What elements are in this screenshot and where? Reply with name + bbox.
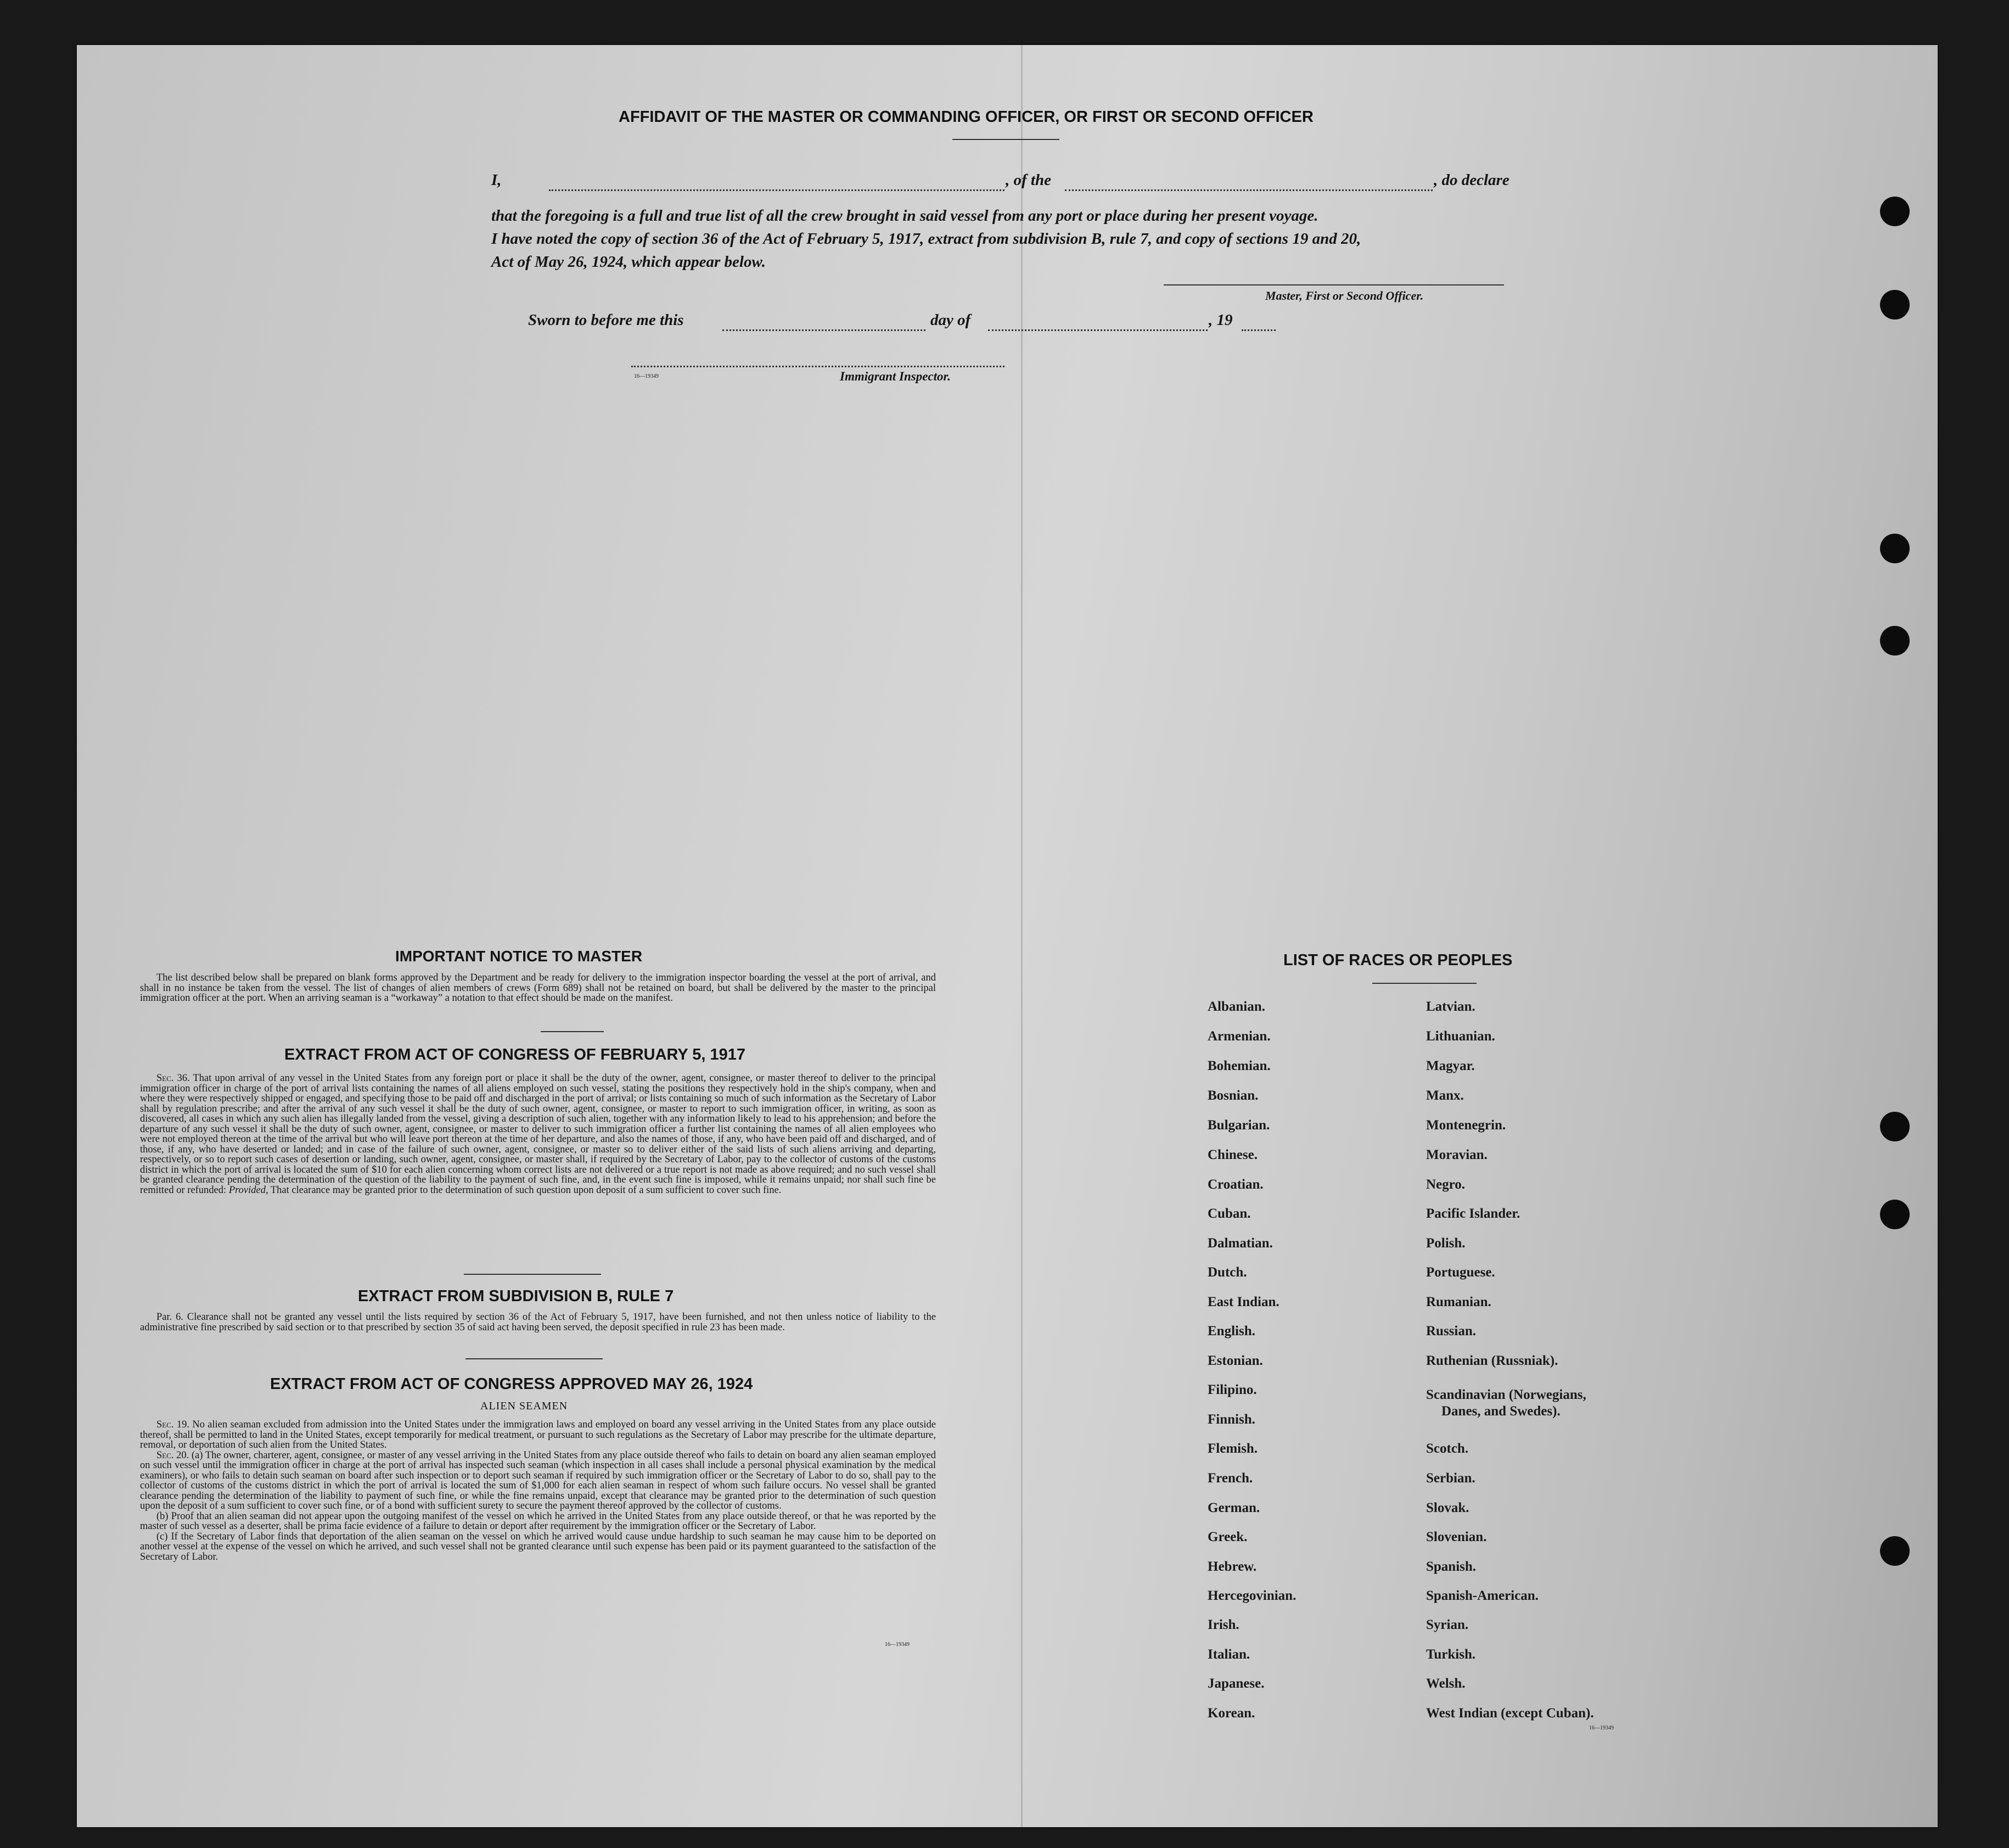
master-signature-label: Master, First or Second Officer.: [1265, 289, 1424, 303]
race-right: West Indian (except Cuban).: [1426, 1706, 1594, 1721]
alien-seamen-subtitle: ALIEN SEAMEN: [480, 1400, 568, 1412]
race-right: Scandinavian (Norwegians,: [1426, 1387, 1586, 1402]
race-right: Latvian.: [1426, 999, 1475, 1014]
section-20a-paragraph: [140, 1451, 936, 1511]
section-label: Sec. 20.: [156, 1449, 189, 1461]
race-left: Albanian.: [1208, 999, 1265, 1014]
race-right: Manx.: [1426, 1088, 1464, 1103]
notice-text: [140, 973, 936, 1004]
race-left: Croatian.: [1208, 1177, 1264, 1192]
declaration-line: Act of May 26, 1924, which appear below.: [491, 253, 766, 271]
race-left: Bosnian.: [1208, 1088, 1259, 1103]
race-left: Chinese.: [1208, 1147, 1258, 1162]
race-right: Ruthenian (Russniak).: [1426, 1353, 1558, 1368]
race-left: Cuban.: [1208, 1206, 1251, 1221]
race-right: Portuguese.: [1426, 1265, 1495, 1280]
race-left: Flemish.: [1208, 1441, 1258, 1456]
race-right: Spanish-American.: [1426, 1588, 1539, 1603]
race-left: Bulgarian.: [1208, 1118, 1270, 1133]
declaration-do-declare: , do declare: [1434, 171, 1509, 189]
race-left: Dutch.: [1208, 1265, 1247, 1280]
section-20c-paragraph: (c) If the Secretary of Labor finds that deportation of the alien seaman on the vessel on which he arrived would cause undue hardship to such seaman he may cause him to be deported on another vessel at the expense of the vessel on which he arrived, and such vessel shall not be granted clearance until such expense has been paid or its payment guaranteed to the satisfaction of the Secretary of Labor.: [140, 1531, 936, 1563]
inspector-signature-line: [631, 366, 1004, 367]
race-left: Korean.: [1208, 1706, 1255, 1721]
year-blank: [1242, 329, 1276, 331]
master-signature-line: [1164, 284, 1504, 285]
race-right: Syrian.: [1426, 1617, 1469, 1632]
notice-paragraph: The list described below shall be prepared on blank forms approved by the Department and be ready for delivery to the immigration inspector boarding the vessel at the port of arrival, and shall in no instance be taken from the vessel. The list of changes of alien members of crews (Form 689) shall not be retained on board, but shall be delivered by the master to the principal immigration officer at the port. When an arriving seaman is a “workaway” a notation to that effect should be made on the manifest.: [140, 972, 936, 1004]
divider: [541, 1031, 604, 1032]
declaration-i: I,: [491, 171, 502, 189]
binder-hole: [1880, 197, 1910, 226]
binder-hole: [1880, 1112, 1910, 1141]
declaration-line: I have noted the copy of section 36 of the Act of February 5, 1917, extract from subdivision B, rule 7, and copy of sections 19 and 20,: [491, 230, 1361, 248]
section-19-paragraph: [140, 1420, 936, 1451]
race-left: Hercegovinian.: [1208, 1588, 1297, 1603]
vessel-blank: [1065, 189, 1433, 191]
race-left: Armenian.: [1208, 1029, 1271, 1044]
race-left: Dalmatian.: [1208, 1236, 1273, 1251]
race-right: Slovak.: [1426, 1500, 1469, 1515]
race-left: Bohemian.: [1208, 1059, 1271, 1073]
binder-hole: [1880, 1536, 1910, 1566]
race-right: Welsh.: [1426, 1676, 1466, 1691]
race-left: East Indian.: [1208, 1295, 1280, 1309]
title-underline: [952, 139, 1059, 140]
declaration-text: [491, 204, 1531, 273]
race-right: Negro.: [1426, 1177, 1466, 1192]
form-code: 16—19349: [885, 1642, 910, 1648]
race-left: Irish.: [1208, 1617, 1239, 1632]
affidavit-title: AFFIDAVIT OF THE MASTER OR COMMANDING OFFICER, OR FIRST OR SECOND OFFICER: [619, 108, 1314, 126]
year-prefix: , 19: [1209, 311, 1233, 329]
race-right: Russian.: [1426, 1324, 1477, 1339]
extract-1917-text: [140, 1073, 936, 1195]
declaration-of-the: , of the: [1006, 171, 1051, 189]
race-right: Lithuanian.: [1426, 1029, 1495, 1044]
race-left: Japanese.: [1208, 1676, 1265, 1691]
race-right: Pacific Islander.: [1426, 1206, 1520, 1221]
form-code: 16—19349: [1589, 1725, 1614, 1731]
race-right: Turkish.: [1426, 1647, 1476, 1662]
section-text: That upon arrival of any vessel in the United States from any foreign port or place it shall be the duty of the owner, agent, consignee, or master thereof to deliver to the principal immigration officer in charge of the port of arrival lists containing the names of all aliens employed on such vessel, stating the positions they respectively hold in the ship's company, when and where they were respectively shipped or engaged, and specifying those to be paid off and discharged in the port of arrival; or lists containing so much of such information as the Secretary of Labor shall by regulation prescribe; and after the arrival of any such vessel it shall be the duty of such owner, agent, consignee, or master to report to such immigration officer, in writing, as soon as discovered, all cases in which any such alien has illegally landed from the vessel, giving a description of such alien, together with any information likely to lead to his apprehension; and before the departure of any such vessel it shall be the duty of such owner, agent, consignee, or master to deliver to such immigration officer a further list containing the names of all alien employees who were not employed thereon at the time of the arrival but who will leave port thereon at the time of her departure, and also the names of those, if any, who have been paid off and discharged, and of those, if any, who have deserted or landed; and in case of the failure of such owner, agent, consignee, or master so to deliver either of the said lists of such aliens arriving and departing, respectively, or so to report such cases of desertion or landing, such owner, agent, consignee, or master shall, if required by the Secretary of Labor, pay to the collector of customs of the customs district in which the port of arrival is located the sum of $10 for each alien concerning whom correct lists are not delivered or a true report is not made as above required; and no such vessel shall be granted clearance pending the determination of the question of the liability to the payment of such fine, and, in the event such fine is imposed, while it remains unpaid; nor shall such fine be remitted or refunded:: [140, 1073, 936, 1196]
race-left: Filipino.: [1208, 1382, 1257, 1397]
race-right: Spanish.: [1426, 1559, 1477, 1574]
extract-1917-title: EXTRACT FROM ACT OF CONGRESS OF FEBRUARY 5, 1917: [284, 1046, 746, 1063]
divider: [465, 1358, 603, 1359]
name-blank: [549, 189, 1004, 191]
section-20b-paragraph: (b) Proof that an alien seaman did not appear upon the outgoing manifest of the vessel on which he arrived in the United States from any place outside thereof, or that he was reported by the master of such vessel as a deserter, shall be prima facie evidence of a failure to detain or deport after requirement by the immigration officer or the Secretary of Labor.: [140, 1510, 936, 1532]
binder-hole: [1880, 626, 1910, 656]
section-36-paragraph: [140, 1073, 936, 1195]
extract-1924-title: EXTRACT FROM ACT OF CONGRESS APPROVED MAY 26, 1924: [270, 1375, 753, 1393]
binder-hole: [1880, 290, 1910, 320]
race-right: Montenegrin.: [1426, 1118, 1506, 1133]
paragraph-6: Par. 6. Clearance shall not be granted any vessel until the lists required by section 36 of the Act of February 5, 1917, have been furnished, and not then unless notice of liability to the administrative fine prescribed by said section or to that prescribed by section 35 of said act having been served, the deposit specified in rule 23 has been made.: [140, 1312, 936, 1333]
divider: [464, 1274, 601, 1275]
race-left: French.: [1208, 1471, 1253, 1486]
sworn-text: Sworn to before me this: [528, 311, 684, 329]
races-title: LIST OF RACES OR PEOPLES: [1283, 951, 1513, 969]
section-text: That clearance may be granted prior to the determination of such question upon deposit of a sum sufficient to cover such fine.: [270, 1184, 782, 1196]
race-left: Greek.: [1208, 1530, 1248, 1544]
race-right: Slovenian.: [1426, 1530, 1487, 1544]
race-left: Italian.: [1208, 1647, 1250, 1662]
race-left: English.: [1208, 1324, 1255, 1339]
extract-rule7-text: [140, 1312, 936, 1332]
binder-hole: [1880, 534, 1910, 563]
provided-term: Provided,: [228, 1184, 268, 1196]
race-left: Finnish.: [1208, 1412, 1255, 1427]
center-fold: [1021, 45, 1023, 1827]
inspector-label: Immigrant Inspector.: [840, 369, 951, 383]
race-right: Rumanian.: [1426, 1295, 1491, 1309]
section-text: (a) The owner, charterer, agent, consignee, or master of any vessel arriving in the United States from any place outside thereof who fails to detain on board any alien seaman employed on such vessel until the immigration officer in charge at the port of arrival has inspected such seaman (which inspection in all cases shall include a personal physical examination by the medical examiners), or who fails to detain such seaman on board after such inspection or to deport such seaman if required by such immigration officer or the Secretary of Labor to do so, shall pay to the collector of customs of the customs district in which the port of arrival is located the sum of $1,000 for each alien seaman in respect of whom such failure occurs. No vessel shall be granted clearance pending the determination of the liability to payment of such fine, or while the fine remains unpaid, except that clearance may be granted prior to the determination of such question upon the deposit of a sum sufficient to cover such fine, or of a bond with sufficient surety to secure the payment thereof approved by the collector of customs.: [140, 1449, 936, 1511]
race-right: Moravian.: [1426, 1147, 1488, 1162]
race-right: Serbian.: [1426, 1471, 1475, 1486]
race-left: Hebrew.: [1208, 1559, 1257, 1574]
race-right: Danes, and Swedes).: [1441, 1404, 1561, 1419]
form-code: 16—19349: [634, 373, 659, 379]
extract-1924-text: [140, 1420, 936, 1562]
extract-rule7-title: EXTRACT FROM SUBDIVISION B, RULE 7: [358, 1287, 674, 1305]
race-left: Estonian.: [1208, 1353, 1263, 1368]
race-right: Polish.: [1426, 1236, 1466, 1251]
divider: [1372, 983, 1477, 984]
race-left: German.: [1208, 1500, 1260, 1515]
declaration-line: that the foregoing is a full and true list of all the crew brought in said vessel from any port or place during her present voyage.: [491, 207, 1318, 225]
day-of-text: day of: [930, 311, 971, 329]
section-text: No alien seaman excluded from admission into the United States under the immigration laws and employed on board any vessel arriving in the United States from any place outside thereof, shall be permitted to land in the United States, except temporarily for medical treatment, or pursuant to such regulations as the Secretary of Labor may prescribe for the ultimate departure, removal, or deportation of such alien from the United States.: [140, 1419, 936, 1451]
section-label: Sec. 19.: [156, 1419, 189, 1430]
notice-title: IMPORTANT NOTICE TO MASTER: [395, 948, 643, 965]
sworn-day-blank: [722, 329, 925, 331]
race-right: Scotch.: [1426, 1441, 1469, 1456]
binder-hole: [1880, 1200, 1910, 1229]
race-right: Magyar.: [1426, 1059, 1475, 1073]
section-label: Sec. 36.: [156, 1073, 190, 1084]
sworn-month-blank: [988, 329, 1208, 331]
